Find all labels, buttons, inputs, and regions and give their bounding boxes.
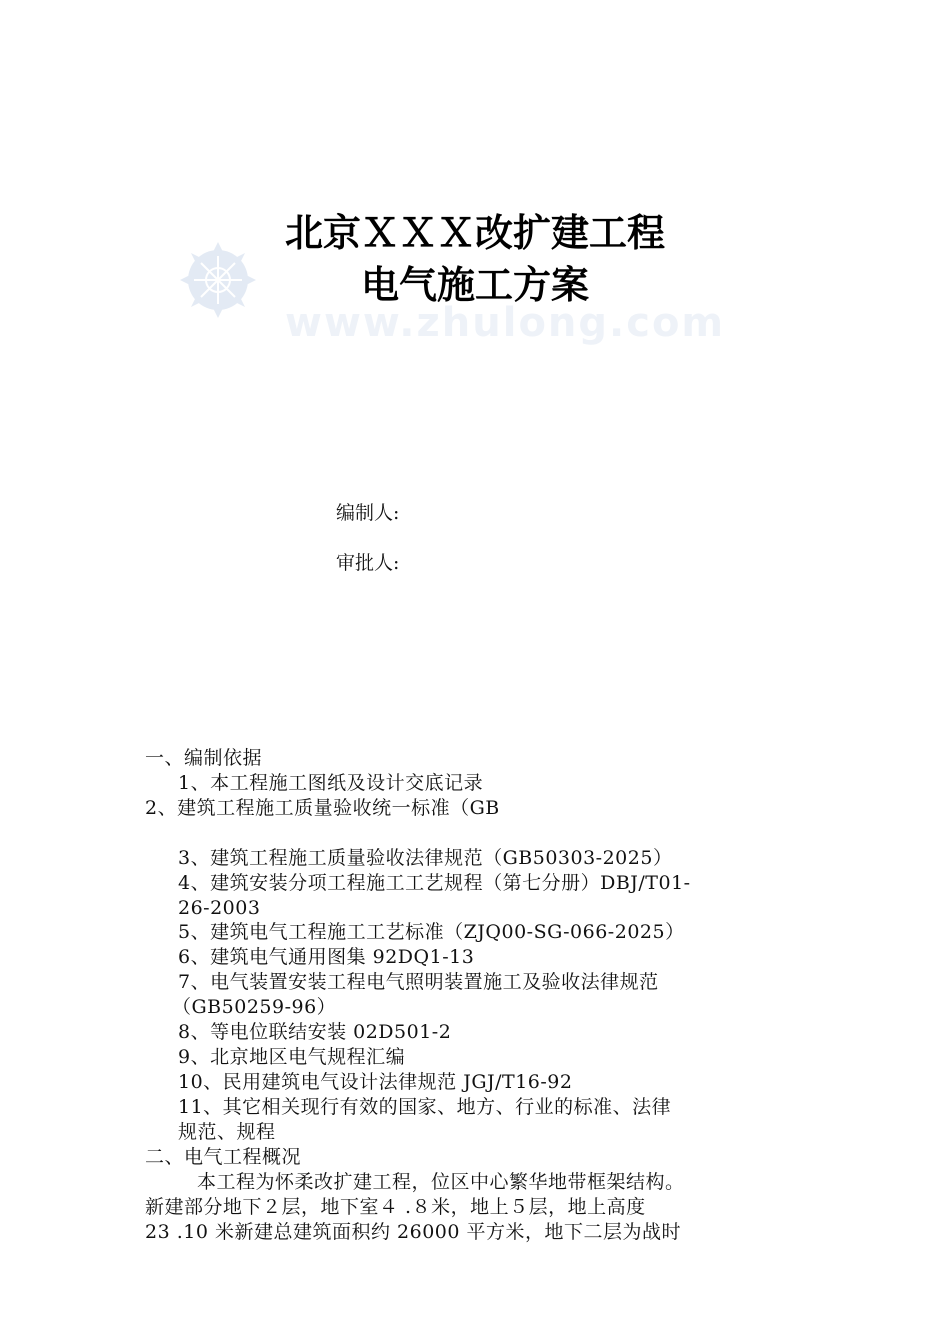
document-title: 北京ＸＸＸ改扩建工程 [284,210,665,255]
section-heading-overview: 二、电气工程概况 [145,1146,302,1168]
list-item: 5、建筑电气工程施工工艺标准（ZJQ00-SG-066-2025） [178,921,685,943]
list-item: 9、北京地区电气规程汇编 [178,1046,406,1068]
paragraph-line: 新建部分地下２层，地下室４ .８米，地上５层，地上高度 [145,1196,646,1218]
list-item: 3、建筑工程施工质量验收法律规范（GB50303-2025） [178,847,673,869]
list-item: 10、民用建筑电气设计法律规范 JGJ/T16-92 [178,1071,573,1093]
list-item: 8、等电位联结安装 02D501-2 [178,1021,452,1043]
compiler-label: 编制人: [336,502,400,524]
paragraph-line: 本工程为怀柔改扩建工程，位区中心繁华地带框架结构。 [197,1171,685,1193]
list-item: 4、建筑安装分项工程施工工艺规程（第七分册）DBJ/T01- [178,872,691,894]
list-item-continuation: （GB50259-96） [172,996,337,1018]
list-item: 7、电气装置安装工程电气照明装置施工及验收法律规范 [178,971,659,993]
section-heading-basis: 一、编制依据 [145,747,263,769]
list-item: 1、本工程施工图纸及设计交底记录 [178,772,484,794]
list-item: 2、建筑工程施工质量验收统一标准（GB [145,797,500,819]
list-item-continuation: 26-2003 [178,897,261,919]
document-subtitle: 电气施工方案 [360,262,589,307]
list-item: 11、其它相关现行有效的国家、地方、行业的标准、法律 [178,1096,672,1118]
list-item-continuation: 规范、规程 [178,1121,276,1143]
paragraph-line: 23 .10 米新建总建筑面积约 26000 平方米，地下二层为战时 [145,1221,681,1243]
list-item: 6、建筑电气通用图集 92DQ1-13 [178,946,475,968]
watermark-text: www.zhulong.com [285,300,726,346]
approver-label: 审批人: [336,552,400,574]
